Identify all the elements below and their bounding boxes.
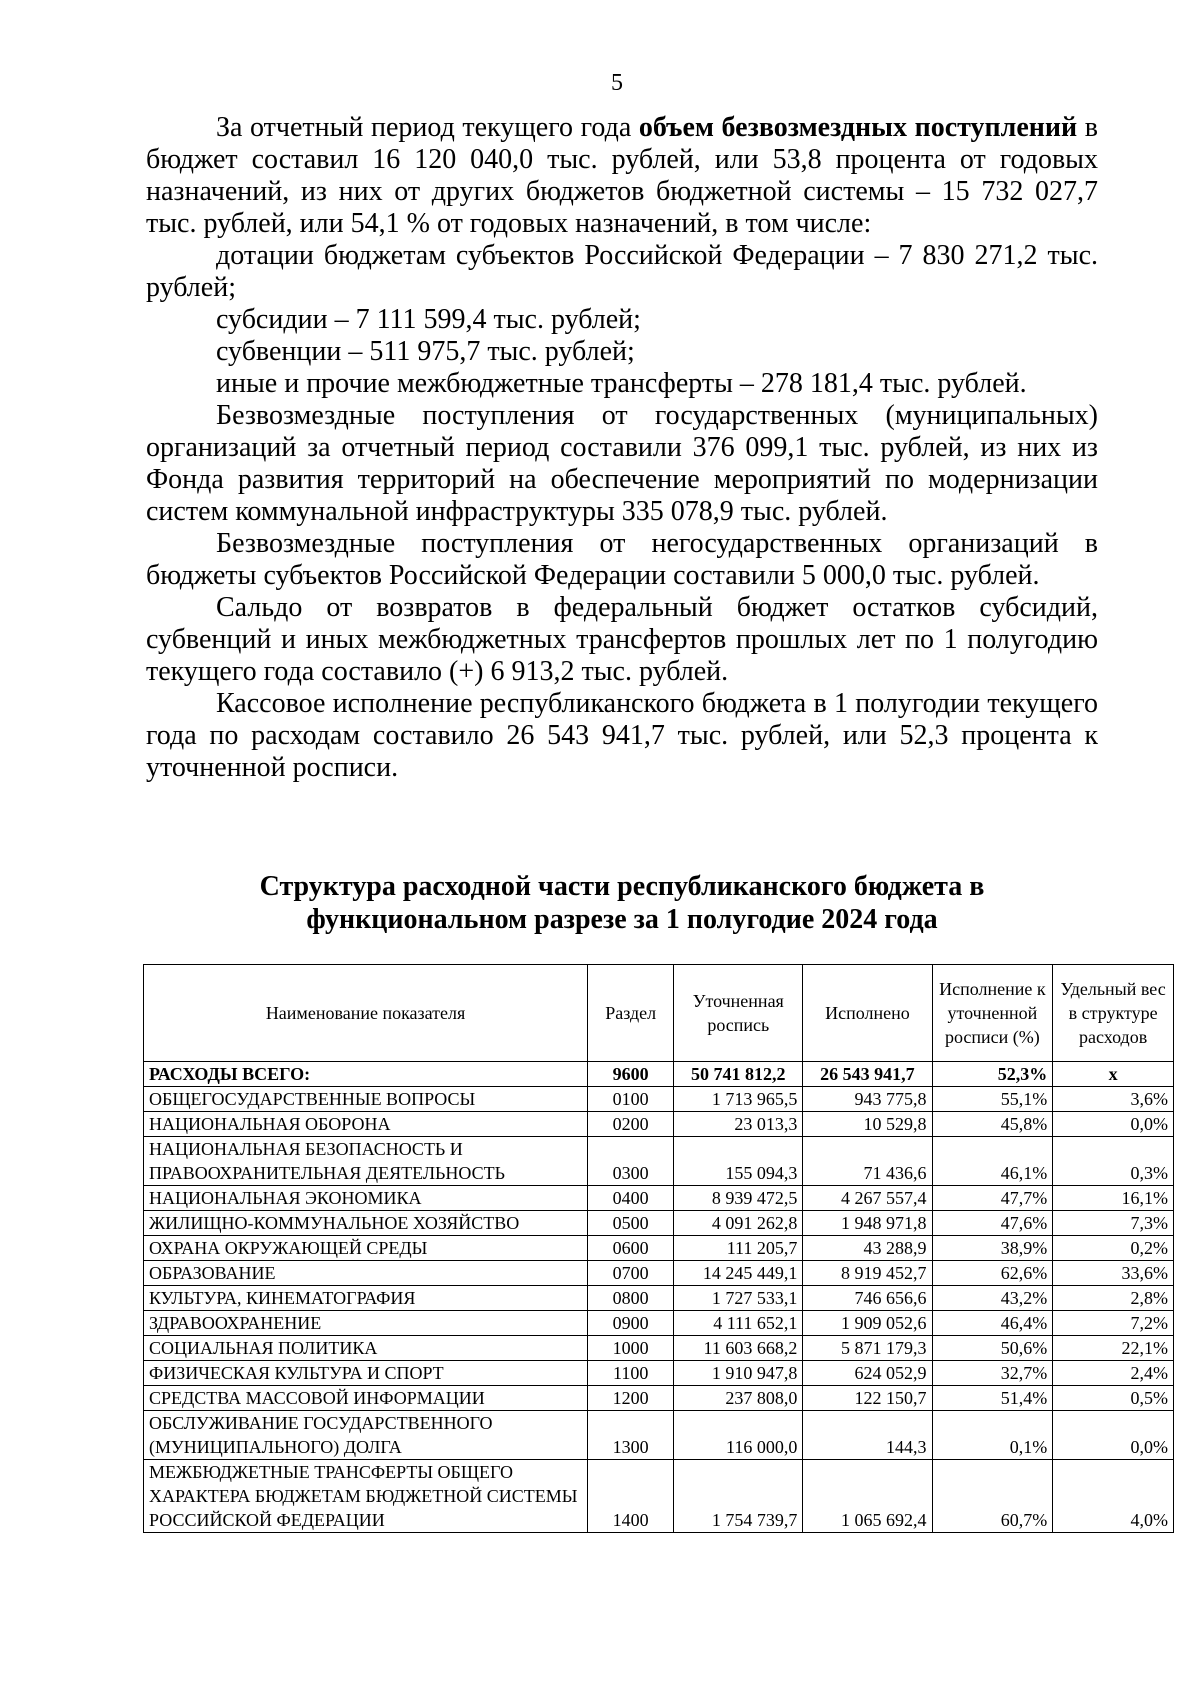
cell-executed: 1 065 692,4 [803, 1460, 932, 1533]
table-row [144, 1386, 1174, 1411]
cell-percent: 32,7% [932, 1361, 1053, 1386]
table-row [144, 1087, 1174, 1112]
table-row [144, 1361, 1174, 1386]
cell-percent: 51,4% [932, 1386, 1053, 1411]
table-title [146, 870, 1098, 936]
cell-section: 0900 [588, 1311, 674, 1336]
cell-name: ЗДРАВООХРАНЕНИЕ [144, 1311, 588, 1336]
table-row [144, 1236, 1174, 1261]
table-body [144, 1062, 1174, 1533]
paragraph-refund-balance: Сальдо от возвратов в федеральный бюджет остатков субсидий, субвенций и иных межбюджетных трансфертов прошлых лет по 1 полугодию текущего года составило (+) 6 913,2 тыс. рублей. [146, 592, 1098, 687]
body-text [146, 112, 1098, 784]
cell-executed: 4 267 557,4 [803, 1186, 932, 1211]
cell-executed: 26 543 941,7 [803, 1062, 932, 1087]
cell-plan: 1 713 965,5 [674, 1087, 803, 1112]
cell-share: 0,3% [1053, 1137, 1174, 1186]
header-executed: Исполнено [803, 965, 932, 1062]
cell-plan: 4 091 262,8 [674, 1211, 803, 1236]
cell-section: 0300 [588, 1137, 674, 1186]
cell-share: 22,1% [1053, 1336, 1174, 1361]
cell-section: 1100 [588, 1361, 674, 1386]
cell-section: 0800 [588, 1286, 674, 1311]
header-share: Удельный вес в структуре расходов [1053, 965, 1174, 1062]
cell-section: 0700 [588, 1261, 674, 1286]
cell-percent: 55,1% [932, 1087, 1053, 1112]
cell-name: НАЦИОНАЛЬНАЯ ОБОРОНА [144, 1112, 588, 1137]
cell-share: х [1053, 1062, 1174, 1087]
table-row [144, 1411, 1174, 1460]
cell-plan: 50 741 812,2 [674, 1062, 803, 1087]
cell-section: 0600 [588, 1236, 674, 1261]
cell-executed: 624 052,9 [803, 1361, 932, 1386]
cell-share: 3,6% [1053, 1087, 1174, 1112]
cell-share: 0,2% [1053, 1236, 1174, 1261]
table-title-line: Структура расходной части республиканского бюджета в [259, 871, 985, 902]
cell-share: 33,6% [1053, 1261, 1174, 1286]
cell-name: ОБСЛУЖИВАНИЕ ГОСУДАРСТВЕННОГО (МУНИЦИПАЛЬНОГО) ДОЛГА [144, 1411, 588, 1460]
cell-name: ОХРАНА ОКРУЖАЮЩЕЙ СРЕДЫ [144, 1236, 588, 1261]
cell-plan: 1 754 739,7 [674, 1460, 803, 1533]
paragraph-nonstate-org-receipts: Безвозмездные поступления от негосударственных организаций в бюджеты субъектов Российской Федерации составили 5 000,0 тыс. рублей. [146, 528, 1098, 591]
cell-section: 9600 [588, 1062, 674, 1087]
cell-name: ОБРАЗОВАНИЕ [144, 1261, 588, 1286]
cell-plan: 4 111 652,1 [674, 1311, 803, 1336]
cell-percent: 43,2% [932, 1286, 1053, 1311]
cell-name: СОЦИАЛЬНАЯ ПОЛИТИКА [144, 1336, 588, 1361]
cell-share: 7,3% [1053, 1211, 1174, 1236]
cell-plan: 14 245 449,1 [674, 1261, 803, 1286]
text-run: За отчетный период текущего года [216, 112, 639, 143]
header-section: Раздел [588, 965, 674, 1062]
cell-name: КУЛЬТУРА, КИНЕМАТОГРАФИЯ [144, 1286, 588, 1311]
cell-executed: 1 909 052,6 [803, 1311, 932, 1336]
cell-share: 0,0% [1053, 1411, 1174, 1460]
cell-executed: 5 871 179,3 [803, 1336, 932, 1361]
paragraph-other-transfers: иные и прочие межбюджетные трансферты – 278 181,4 тыс. рублей. [216, 368, 1027, 399]
cell-section: 1300 [588, 1411, 674, 1460]
table-row [144, 1261, 1174, 1286]
header-plan: Уточненная роспись [674, 965, 803, 1062]
cell-name: ОБЩЕГОСУДАРСТВЕННЫЕ ВОПРОСЫ [144, 1087, 588, 1112]
cell-executed: 943 775,8 [803, 1087, 932, 1112]
cell-name: НАЦИОНАЛЬНАЯ БЕЗОПАСНОСТЬ И ПРАВООХРАНИТЕЛЬНАЯ ДЕЯТЕЛЬНОСТЬ [144, 1137, 588, 1186]
cell-percent: 62,6% [932, 1261, 1053, 1286]
cell-share: 2,4% [1053, 1361, 1174, 1386]
cell-share: 0,5% [1053, 1386, 1174, 1411]
cell-plan: 111 205,7 [674, 1236, 803, 1261]
cell-executed: 144,3 [803, 1411, 932, 1460]
cell-name: ЖИЛИЩНО-КОММУНАЛЬНОЕ ХОЗЯЙСТВО [144, 1211, 588, 1236]
cell-plan: 23 013,3 [674, 1112, 803, 1137]
cell-plan: 155 094,3 [674, 1137, 803, 1186]
table-row [144, 1186, 1174, 1211]
paragraph-dotations: дотации бюджетам субъектов Российской Федерации – 7 830 271,2 тыс. рублей; [146, 240, 1098, 303]
cell-executed: 10 529,8 [803, 1112, 932, 1137]
cell-percent: 0,1% [932, 1411, 1053, 1460]
table-row [144, 1112, 1174, 1137]
cell-executed: 122 150,7 [803, 1386, 932, 1411]
cell-section: 0500 [588, 1211, 674, 1236]
paragraph-revenue [146, 112, 1098, 240]
cell-percent: 45,8% [932, 1112, 1053, 1137]
table-row [144, 1460, 1174, 1533]
header-percent: Исполнение к уточненной росписи (%) [932, 965, 1053, 1062]
cell-percent: 38,9% [932, 1236, 1053, 1261]
cell-name: СРЕДСТВА МАССОВОЙ ИНФОРМАЦИИ [144, 1386, 588, 1411]
table-row [144, 1286, 1174, 1311]
budget-structure-table [143, 964, 1174, 1533]
cell-share: 2,8% [1053, 1286, 1174, 1311]
cell-plan: 8 939 472,5 [674, 1186, 803, 1211]
cell-percent: 52,3% [932, 1062, 1053, 1087]
cell-percent: 47,7% [932, 1186, 1053, 1211]
cell-executed: 71 436,6 [803, 1137, 932, 1186]
cell-name: НАЦИОНАЛЬНАЯ ЭКОНОМИКА [144, 1186, 588, 1211]
table-row [144, 1311, 1174, 1336]
cell-share: 7,2% [1053, 1311, 1174, 1336]
cell-section: 0400 [588, 1186, 674, 1211]
cell-section: 1200 [588, 1386, 674, 1411]
paragraph-subventions: субвенции – 511 975,7 тыс. рублей; [216, 336, 635, 367]
cell-share: 0,0% [1053, 1112, 1174, 1137]
cell-executed: 1 948 971,8 [803, 1211, 932, 1236]
table-row [144, 1336, 1174, 1361]
cell-section: 1000 [588, 1336, 674, 1361]
cell-percent: 50,6% [932, 1336, 1053, 1361]
cell-section: 0100 [588, 1087, 674, 1112]
table-row [144, 1211, 1174, 1236]
table-row-total [144, 1062, 1174, 1087]
cell-percent: 47,6% [932, 1211, 1053, 1236]
cell-plan: 237 808,0 [674, 1386, 803, 1411]
cell-plan: 1 727 533,1 [674, 1286, 803, 1311]
cell-percent: 46,1% [932, 1137, 1053, 1186]
bold-phrase: объем безвозмездных поступлений [638, 112, 1078, 143]
cell-share: 16,1% [1053, 1186, 1174, 1211]
cell-percent: 60,7% [932, 1460, 1053, 1533]
header-name: Наименование показателя [144, 965, 588, 1062]
cell-plan: 1 910 947,8 [674, 1361, 803, 1386]
cell-executed: 43 288,9 [803, 1236, 932, 1261]
page-number: 5 [611, 70, 623, 96]
cell-plan: 11 603 668,2 [674, 1336, 803, 1361]
cell-name: МЕЖБЮДЖЕТНЫЕ ТРАНСФЕРТЫ ОБЩЕГО ХАРАКТЕРА БЮДЖЕТАМ БЮДЖЕТНОЙ СИСТЕМЫ РОССИЙСКОЙ ФЕДЕРАЦИИ [144, 1460, 588, 1533]
cell-share: 4,0% [1053, 1460, 1174, 1533]
cell-section: 1400 [588, 1460, 674, 1533]
paragraph-expenditure-execution: Кассовое исполнение республиканского бюджета в 1 полугодии текущего года по расходам составило 26 543 941,7 тыс. рублей, или 52,3 процента к уточненной росписи. [146, 688, 1098, 783]
text-run: в бюджет составил 16 120 040,0 тыс. рублей, или 53,8 процента от годовых назначений, из них от других бюджетов бюджетной системы – 15 732 027,7 тыс. рублей, или 54,1 % от годовых назначений, в том числе: [146, 112, 1098, 239]
cell-name: ФИЗИЧЕСКАЯ КУЛЬТУРА И СПОРТ [144, 1361, 588, 1386]
cell-executed: 746 656,6 [803, 1286, 932, 1311]
table-header-row [144, 965, 1174, 1062]
paragraph-state-org-receipts: Безвозмездные поступления от государственных (муниципальных) организаций за отчетный период составили 376 099,1 тыс. рублей, из них из Фонда развития территорий на обеспечение мероприятий по модернизации систем коммунальной инфраструктуры 335 078,9 тыс. рублей. [146, 400, 1098, 527]
cell-section: 0200 [588, 1112, 674, 1137]
cell-percent: 46,4% [932, 1311, 1053, 1336]
cell-executed: 8 919 452,7 [803, 1261, 932, 1286]
paragraph-subsidies: субсидии – 7 111 599,4 тыс. рублей; [216, 304, 641, 335]
table-row [144, 1137, 1174, 1186]
table-title-line: функциональном разрезе за 1 полугодие 2024 года [306, 904, 938, 935]
cell-plan: 116 000,0 [674, 1411, 803, 1460]
cell-name: РАСХОДЫ ВСЕГО: [144, 1062, 588, 1087]
